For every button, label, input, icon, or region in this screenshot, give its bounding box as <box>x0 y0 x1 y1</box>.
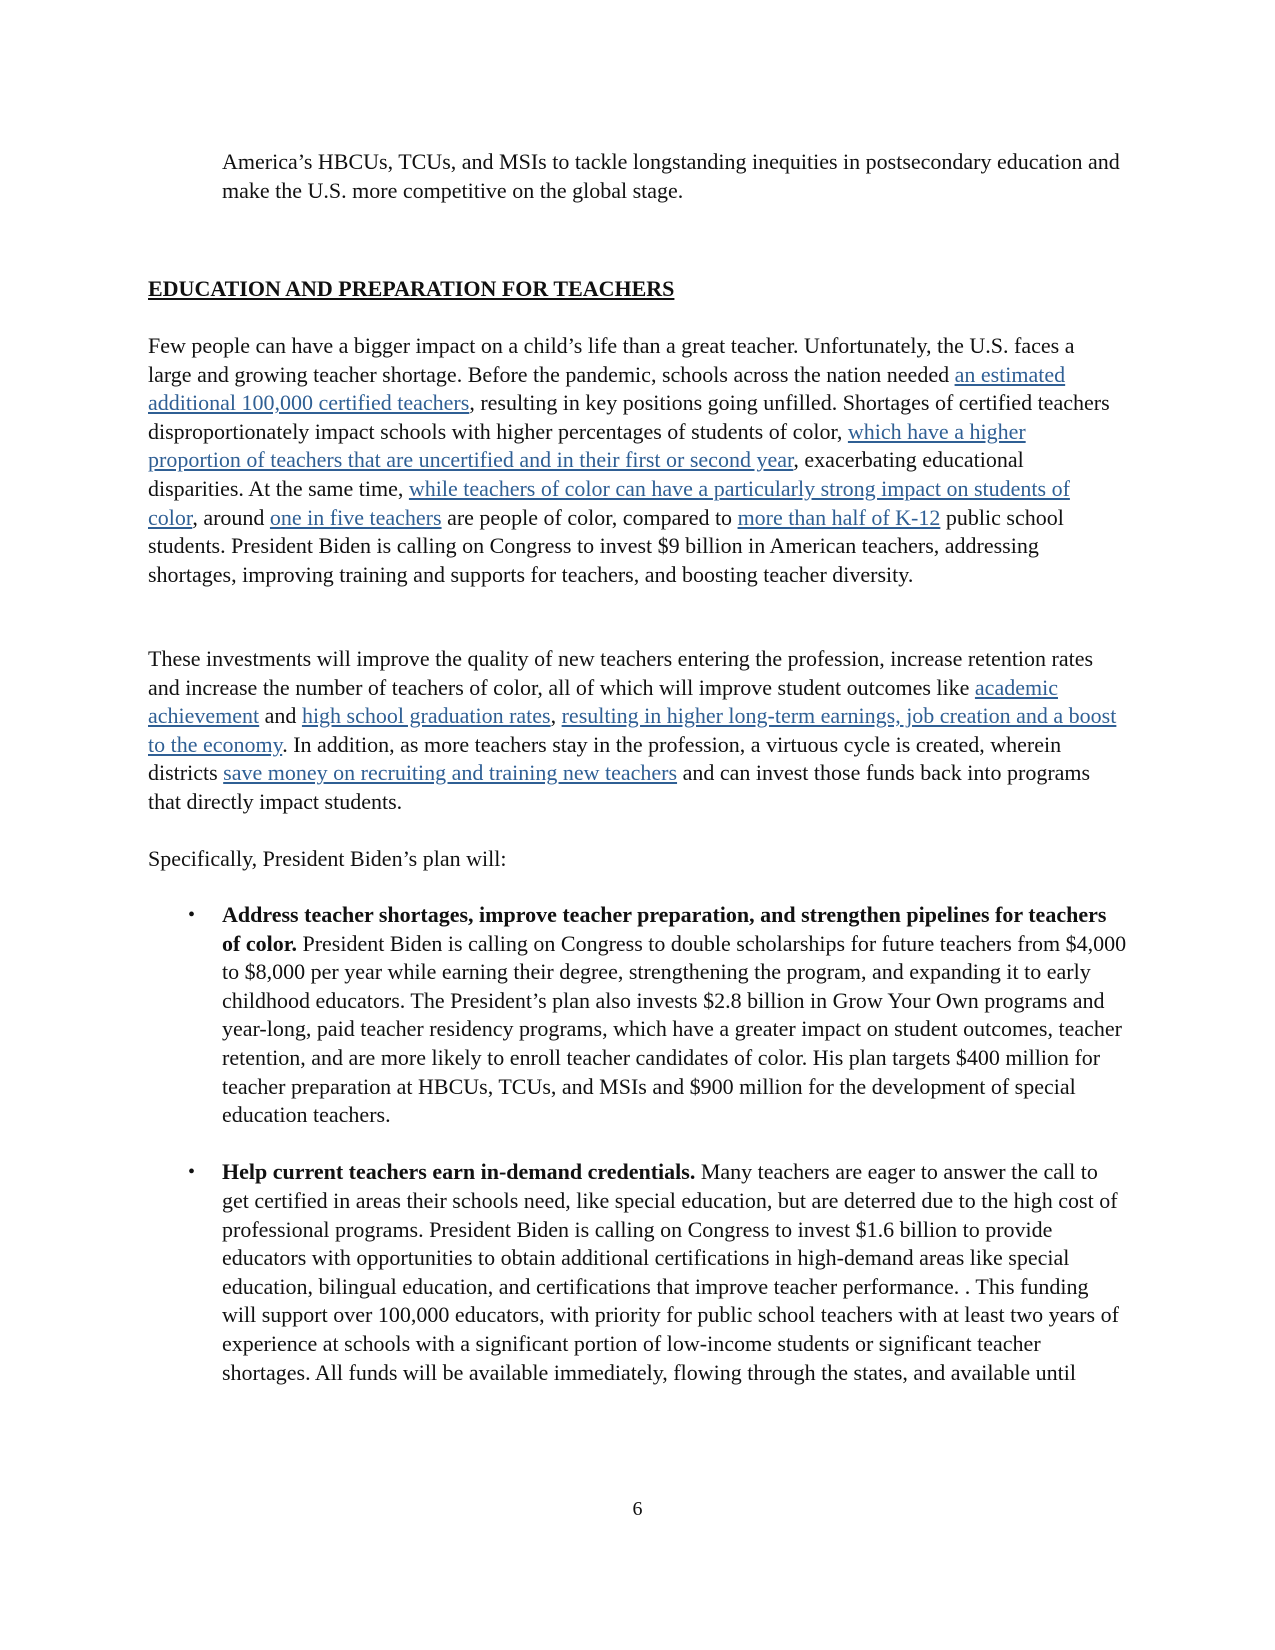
link-one-in-five-teachers[interactable]: one in five teachers <box>269 504 442 530</box>
investments-paragraph <box>148 645 1118 817</box>
list-item <box>188 901 1127 1130</box>
plan-bullet-list <box>188 901 1127 1416</box>
link-uncertified-teachers[interactable]: which have a higher proportion of teachers that are uncertified and in their first or second year <box>148 418 1026 473</box>
link-academic-achievement[interactable]: academic achievement <box>148 674 1058 729</box>
link-teachers-of-color-impact[interactable]: while teachers of color can have a particularly strong impact on students of color <box>148 475 1070 530</box>
paragraph-text: are people of color, compared to <box>441 504 738 530</box>
link-more-than-half-k12[interactable]: more than half of K-12 <box>737 504 941 530</box>
bullet-icon: • <box>188 1161 196 1184</box>
paragraph-text: public school students. President Biden is calling on Congress to invest $9 billion in American teachers, addressing shortages, improving training and supports for teachers, and boosting teacher diversity. <box>148 504 1064 587</box>
bullet-lead: Help current teachers earn in-demand credentials. <box>222 1159 696 1185</box>
link-certified-teachers-estimate[interactable]: an estimated additional 100,000 certified teachers <box>148 361 1066 416</box>
paragraph-text: and can invest those funds back into programs that directly impact students. <box>148 760 1091 814</box>
paragraph-text: , <box>550 703 562 729</box>
paragraph-text: and <box>259 703 302 729</box>
paragraph-text: . In addition, as more teachers stay in the profession, a virtuous cycle is created, wherein districts <box>148 731 1062 786</box>
link-graduation-rates[interactable]: high school graduation rates <box>301 703 551 729</box>
paragraph-text: , around <box>192 504 270 530</box>
link-save-money-recruiting[interactable]: save money on recruiting and training new teachers <box>223 760 678 786</box>
bullet-body: President Biden is calling on Congress to double scholarships for future teachers from $4,000 to $8,000 per year while earning their degree, strengthening the program, and expanding it to early childhood educators. The President’s plan also invests $2.8 billion in Grow Your Own programs and year-long, paid teacher residency programs, which have a greater impact on student outcomes, teacher retention, and are more likely to enroll teacher candidates of color. His plan targets $400 million for teacher preparation at HBCUs, TCUs, and MSIs and $900 million for the development of special education teachers. <box>222 930 1127 1128</box>
page-number: 6 <box>632 1498 643 1520</box>
bullet-icon: • <box>188 904 196 926</box>
plan-intro-paragraph: Specifically, President Biden’s plan will: <box>148 846 507 871</box>
bullet-lead: Address teacher shortages, improve teacher preparation, and strengthen pipelines for teachers of color. <box>222 902 1107 956</box>
bullet-body: Many teachers are eager to answer the call to get certified in areas their schools need, like special education, but are deterred due to the high cost of professional programs. President Biden is calling on Congress to invest $1.6 billion to provide educators with opportunities to obtain additional certifications in high-demand areas like special education, bilingual education, and certifications that improve teacher performance. . This funding will support over 100,000 educators, with priority for public school teachers with at least two years of experience at schools with a significant portion of low-income students or significant teacher shortages. All funds will be available immediately, flowing through the states, and available until <box>222 1159 1119 1385</box>
paragraph-text: , exacerbating educational disparities. At the same time, <box>148 447 1024 501</box>
intro-paragraph <box>148 332 1118 589</box>
link-long-term-earnings[interactable]: resulting in higher long-term earnings, job creation and a boost to the economy <box>148 703 1117 757</box>
paragraph-text: These investments will improve the quality of new teachers entering the profession, increase retention rates and increase the number of teachers of color, all of which will improve student outcomes like <box>148 646 1094 700</box>
list-item <box>188 1158 1127 1387</box>
continuation-paragraph: America’s HBCUs, TCUs, and MSIs to tackle longstanding inequities in postsecondary education and make the U.S. more competitive on the global stage. <box>222 149 1120 203</box>
paragraph-text: , resulting in key positions going unfilled. Shortages of certified teachers disproportionately impact schools with higher percentages of students of color, <box>148 390 1110 444</box>
paragraph-text: Few people can have a bigger impact on a child’s life than a great teacher. Unfortunately, the U.S. faces a large and growing teacher shortage. Before the pandemic, schools across the nation needed <box>148 333 1075 387</box>
section-heading: EDUCATION AND PREPARATION FOR TEACHERS <box>148 276 675 301</box>
